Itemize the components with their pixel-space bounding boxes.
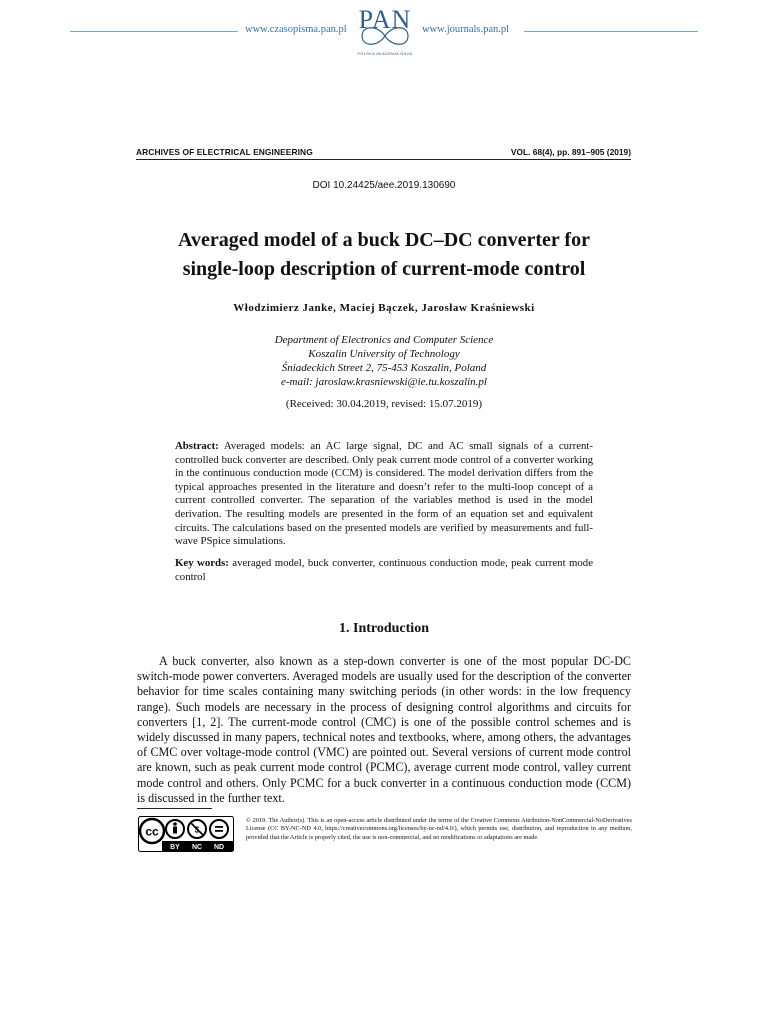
paper-authors: Włodzimierz Janke, Maciej Bączek, Jarosław Kraśniewski <box>233 302 535 314</box>
svg-text:$: $ <box>194 825 200 835</box>
journal-volume: VOL. 68(4), pp. 891–905 (2019) <box>510 147 631 157</box>
affiliation <box>150 333 618 389</box>
intro-paragraph: A buck converter, also known as a step-down converter is one of the most popular DC-DC switch-mode power converters. Averaged models are usually used for the description of the converter behavior for time scales containing many switching periods (in other words: in the low frequency range). Such models are necessary in the process of designing control algorithms and circuits for converters [1, 2]. The current-mode control (CMC) is one of the possible control schemes and is widely discussed in many papers, technical notes and textbooks, where, among others, the advantages of CMC over voltage-mode control (VMC) are pointed out. Several versions of current mode control are known, such as peak current mode control (PCMC), average current mode control, valley current mode control and others. Only PCMC for a buck converter in a continuous conduction mode (CCM) is discussed in the further text. <box>137 654 631 805</box>
keywords-label: Key words: <box>175 557 229 569</box>
keywords <box>175 557 593 584</box>
cc-label: cc <box>145 824 159 839</box>
cc-term-by: BY <box>170 844 180 851</box>
pan-logo <box>354 5 416 63</box>
affiliation-address: Śniadeckich Street 2, 75-453 Koszalin, Poland <box>281 362 487 374</box>
abstract-label: Abstract: <box>175 440 219 452</box>
license-text: © 2019. The Author(s). This is an open-access article distributed under the terms of the Creative Commons Attribution-NonCommercial-NoDerivatives License (CC BY-NC-ND 4.0, https://creativecommons.org/licenses/by-nc-nd/4.0/), which permits use, distribution, and reproduction in any medium, provided that the Article is properly cited, the use is non-commercial, and no modifications or adaptations are made. <box>246 817 632 841</box>
paper-title-line-2: single-loop description of current-mode control <box>182 258 586 280</box>
affiliation-email[interactable]: e-mail: jaroslaw.krasniewski@ie.tu.koszalin.pl <box>281 376 487 388</box>
paper-title-line-1: Averaged model of a buck DC–DC converter for <box>178 229 590 251</box>
doi[interactable]: DOI 10.24425/aee.2019.130690 <box>312 180 456 191</box>
cc-term-nd: ND <box>213 844 225 851</box>
keywords-text: averaged model, buck converter, continuous conduction mode, peak current mode control <box>175 557 594 583</box>
section-heading: 1. Introduction <box>339 621 429 636</box>
pan-logo-subtext: POLSKA AKADEMIA NAUK <box>357 51 413 56</box>
pan-logo-text: PAN <box>358 5 412 34</box>
cc-badge-graphic <box>138 816 234 852</box>
journal-name: ARCHIVES OF ELECTRICAL ENGINEERING <box>136 147 313 157</box>
header-left-url[interactable]: www.czasopisma.pan.pl <box>245 24 347 35</box>
header-rule-left <box>70 31 238 32</box>
abstract-text: Averaged models: an AC large signal, DC and AC small signals of a current-controlled buck converter are described. Only peak current mode control of a converter working in the continuous conduction mode (CCM) is considered. The model derivation differs from the typical approaches presented in the literature and doesn’t refer to the multi-loop concept of a current controlled converter. The separation of the variables method is used in the model derivation. The resulting models are presented in the form of an equation set and equivalent circuits. The calculations based on the presented models are verified by measurements and full-wave PSpice simulations. <box>175 440 594 548</box>
affiliation-department: Department of Electronics and Computer Science <box>274 334 494 346</box>
cc-term-nc: NC <box>191 844 203 851</box>
header-right-url[interactable]: www.journals.pan.pl <box>422 24 510 35</box>
paper-title <box>130 226 638 284</box>
affiliation-university: Koszalin University of Technology <box>308 348 460 360</box>
journal-rule <box>136 159 631 160</box>
abstract <box>175 440 593 549</box>
cc-license-badge[interactable] <box>138 816 234 852</box>
received-dates: (Received: 30.04.2019, revised: 15.07.2019) <box>285 398 483 410</box>
header-rule-right <box>524 31 698 32</box>
footnote-rule <box>137 808 212 809</box>
